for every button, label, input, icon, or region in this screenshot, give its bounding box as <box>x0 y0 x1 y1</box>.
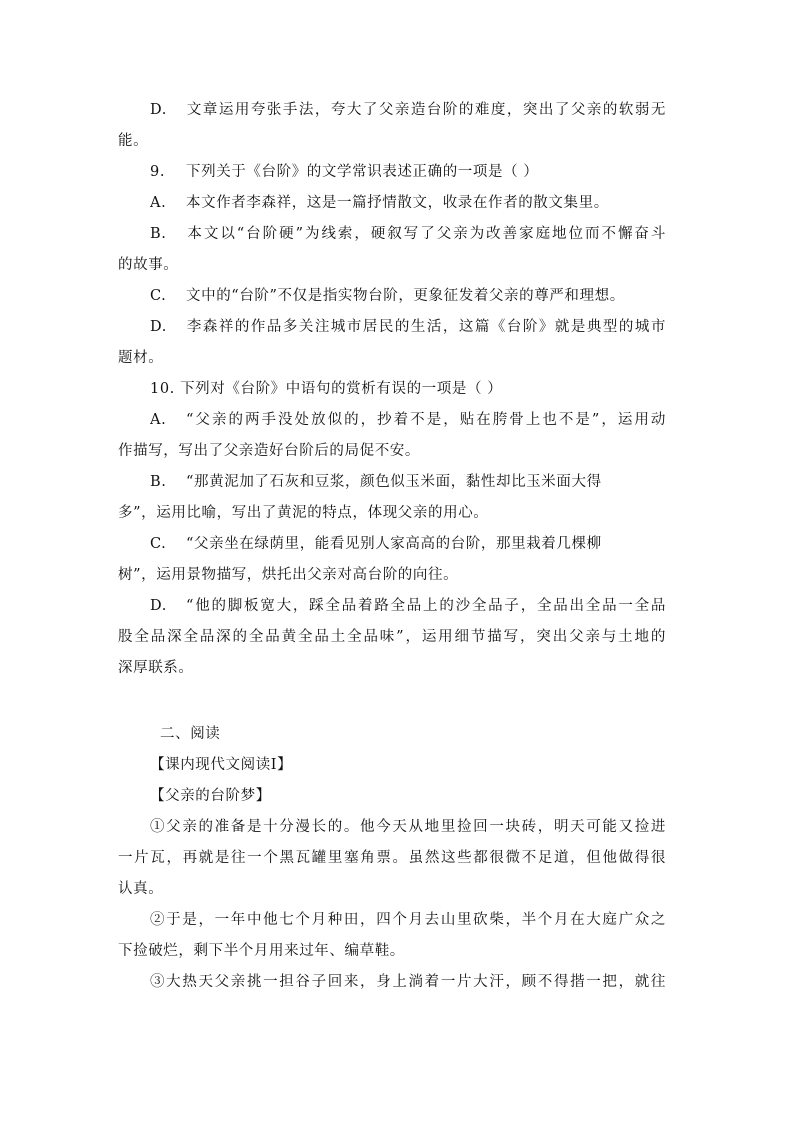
option-label: C. <box>150 288 167 304</box>
passage-paragraph-2: ②于是，一年中他七个月种田，四个月去山里砍柴，半个月在大庭广众之 <box>150 912 666 928</box>
q10-stem: 10. 下列对《台阶》中语句的赏析有误的一项是（ ） <box>150 381 503 397</box>
section-subheading: 【课内现代文阅读Ⅰ】 <box>150 757 293 773</box>
option-label: A. <box>150 195 167 211</box>
question-number: 9. <box>150 164 166 180</box>
passage-paragraph-2-line-2: 下捡破烂，剩下半个月用来过年、编草鞋。 <box>118 943 405 959</box>
option-text: 李森祥的作品多关注城市居民的生活，这篇《台阶》就是典型的城市 <box>186 319 666 335</box>
option-text: 本文以“台阶硬”为线索，硬叙写了父亲为改善家庭地位而不懈奋斗 <box>186 226 666 242</box>
q9-stem <box>150 162 666 182</box>
q8-option-d <box>150 100 666 120</box>
q10-option-c <box>150 534 635 554</box>
option-text: 文中的“台阶”不仅是指实物台阶，更象征发着父亲的尊严和理想。 <box>186 288 625 304</box>
passage-title: 【父亲的台阶梦】 <box>150 788 271 804</box>
q10-option-d-continued-2: 深厚联系。 <box>118 660 194 676</box>
q10-option-a-continued: 作描写，写出了父亲造好台阶后的局促不安。 <box>118 443 420 459</box>
section-heading: 二、阅读 <box>160 726 221 742</box>
q10-option-d-continued: 股全品深全品深的全品黄全品土全品味”，运用细节描写，突出父亲与土地的 <box>118 629 666 645</box>
option-text: “他的脚板宽大，踩全品着路全品上的沙全品子，全品出全品一全品 <box>186 598 666 614</box>
q9-option-c <box>150 286 666 306</box>
passage-paragraph-1-line-3: 认真。 <box>118 881 164 897</box>
passage-paragraph-3: ③大热天父亲挑一担谷子回来，身上淌着一片大汗，顾不得揩一把，就往 <box>150 974 666 990</box>
option-text: “父亲的两手没处放似的，抄着不是，贴在胯骨上也不是”，运用动 <box>186 412 666 428</box>
option-label: C. <box>150 536 167 552</box>
q10-option-a <box>150 410 666 430</box>
option-label: D. <box>150 598 167 614</box>
q10-option-d <box>150 596 666 616</box>
q9-option-d <box>150 317 666 337</box>
option-text: “父亲坐在绿荫里，能看见别人家高高的台阶，那里栽着几棵柳 <box>186 536 602 552</box>
q8-option-d-continued: 能。 <box>118 133 149 149</box>
option-text: 文章运用夸张手法，夸大了父亲造台阶的难度，突出了父亲的软弱无 <box>186 102 666 118</box>
passage-paragraph-1: ①父亲的准备是十分漫长的。他今天从地里捡回一块砖，明天可能又捡进 <box>150 819 666 835</box>
option-label: B. <box>150 474 167 490</box>
q10-option-c-continued: 树”，运用景物描写，烘托出父亲对高台阶的向往。 <box>118 567 459 583</box>
option-text: 本文作者李森祥，这是一篇抒情散文，收录在作者的散文集里。 <box>186 195 609 211</box>
q9-option-a <box>150 193 666 213</box>
option-label: D. <box>150 319 167 335</box>
q10-option-b-continued: 多”，运用比喻，写出了黄泥的特点，体现父亲的用心。 <box>118 505 489 521</box>
option-label: A. <box>150 412 167 428</box>
option-label: B. <box>150 226 167 242</box>
option-text: “那黄泥加了石灰和豆浆，颜色似玉米面，黏性却比玉米面大得 <box>186 474 602 490</box>
q9-option-b-continued: 的故事。 <box>118 257 179 273</box>
q9-option-b <box>150 224 666 244</box>
q10-option-b <box>150 472 635 492</box>
question-text: 下列关于《台阶》的文学常识表述正确的一项是（ ） <box>186 164 539 180</box>
q9-option-d-continued: 题材。 <box>118 350 164 366</box>
passage-paragraph-1-line-2: 一片瓦，再就是往一个黑瓦罐里塞角票。虽然这些都很微不足道，但他做得很 <box>118 850 666 866</box>
option-label: D. <box>150 102 167 118</box>
